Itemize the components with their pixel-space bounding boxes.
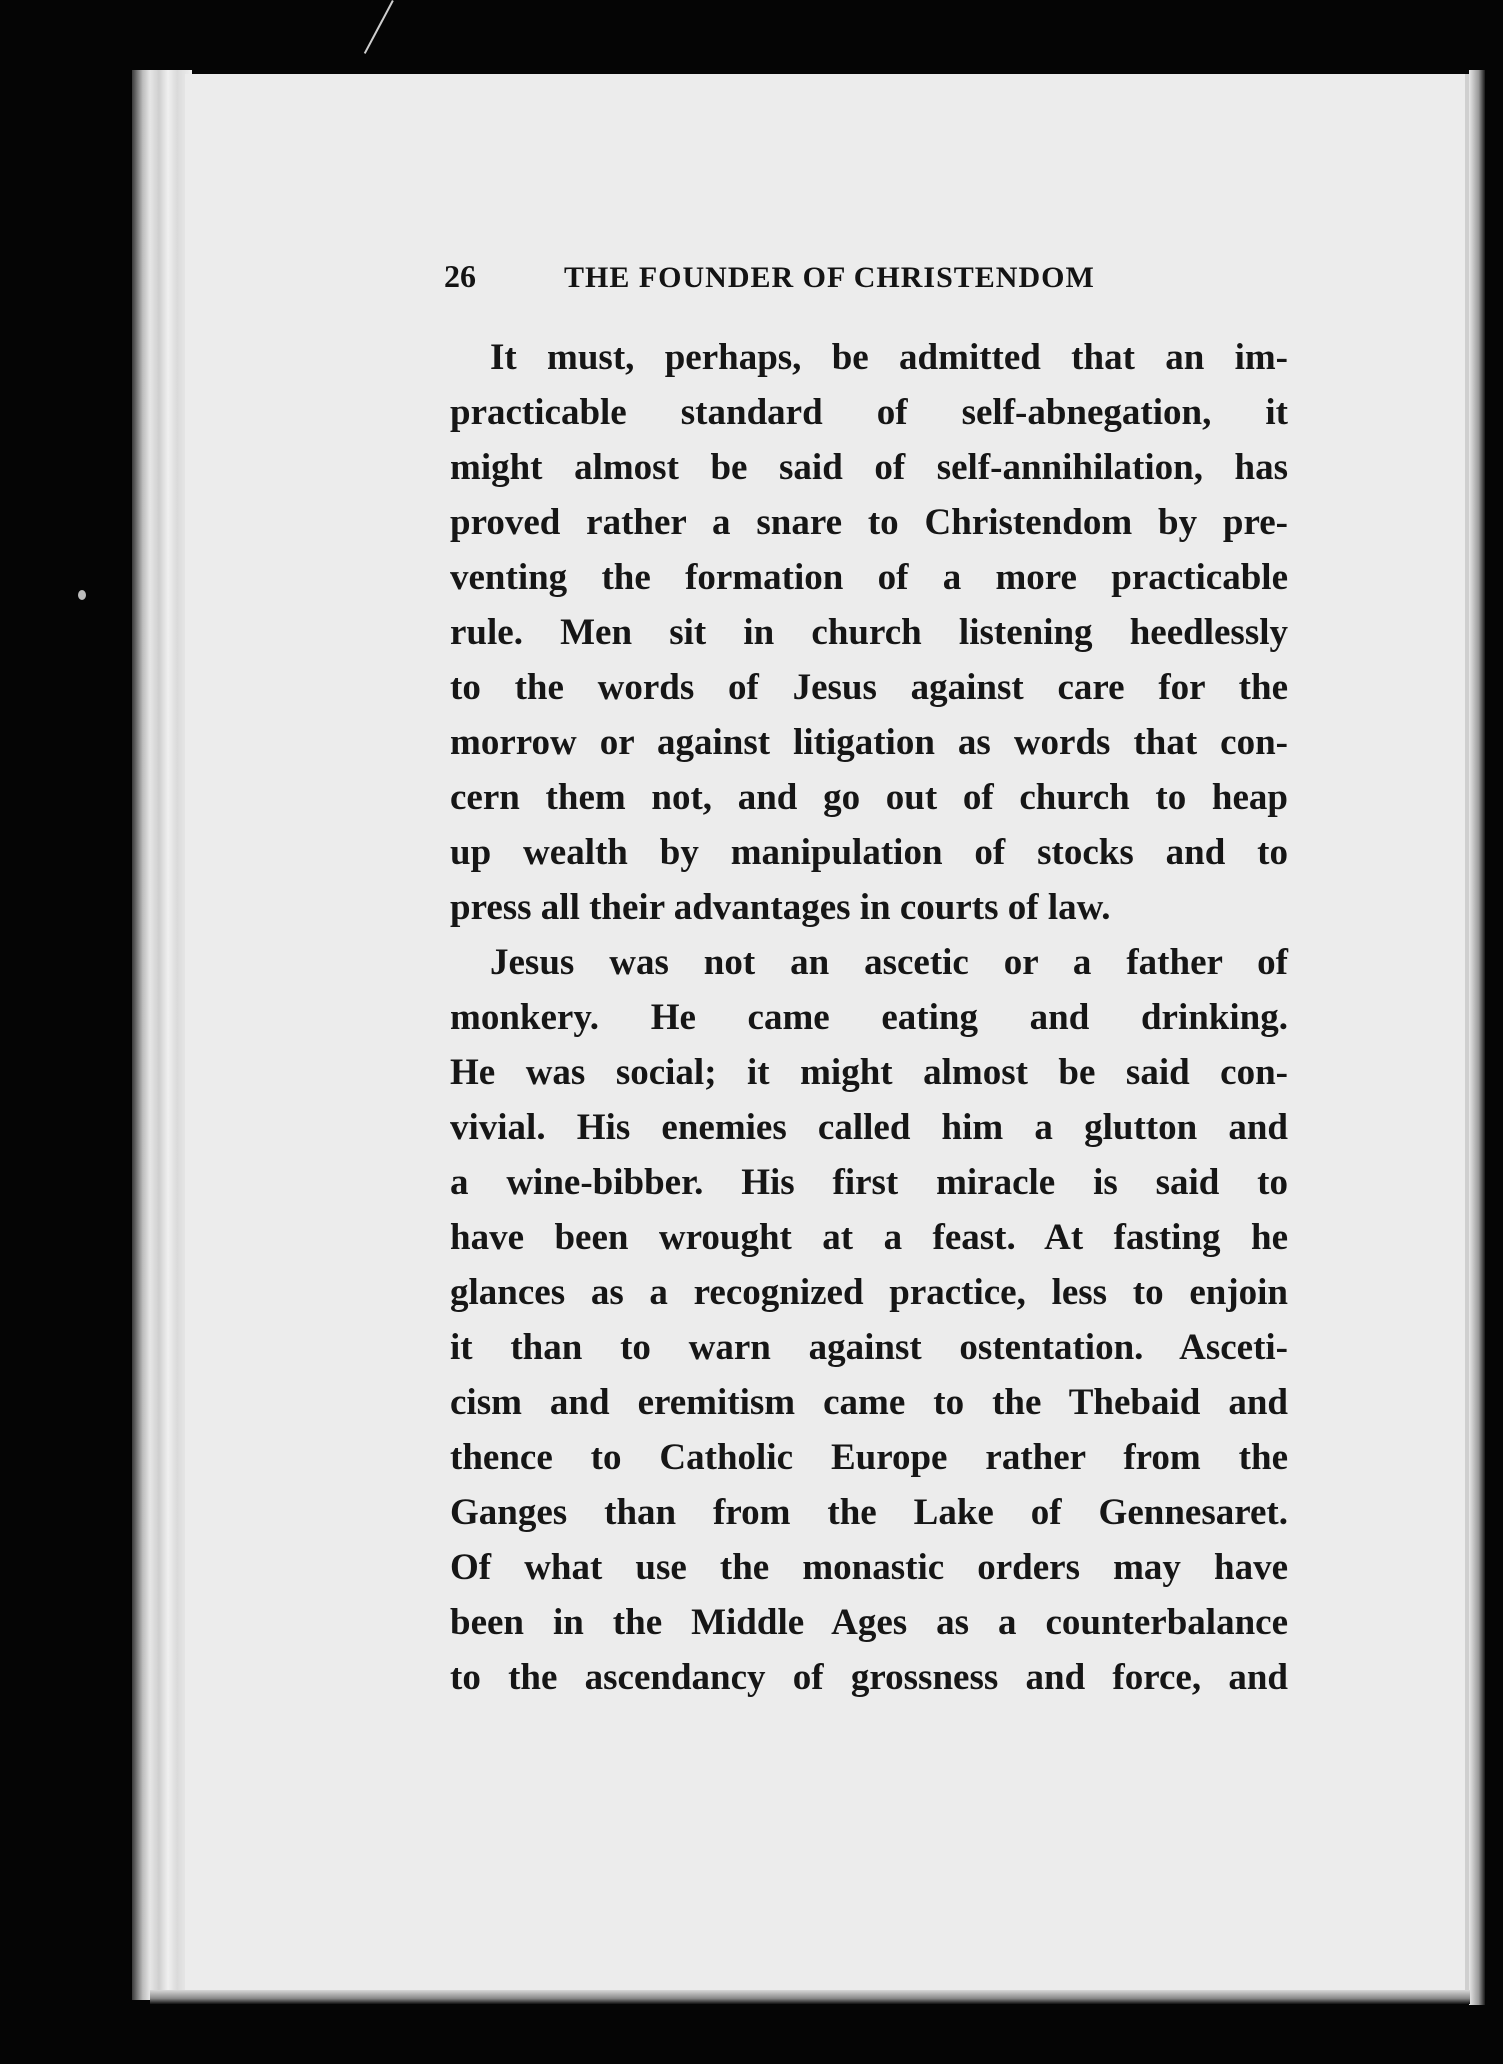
page-left-edge — [132, 70, 192, 2000]
page-number: 26 — [444, 258, 476, 294]
text-line: rule. Men sit in church listening heedlessly — [450, 612, 1288, 653]
body-text — [450, 330, 1288, 1705]
text-line: cism and eremitism came to the Thebaid and — [450, 1382, 1288, 1423]
text-line: vivial. His enemies called him a glutton and — [450, 1107, 1288, 1148]
text-line: to the words of Jesus against care for the — [450, 667, 1288, 708]
text-line: Of what use the monastic orders may have — [450, 1547, 1288, 1588]
text-line: He was social; it might almost be said con- — [450, 1052, 1288, 1093]
text-line: a wine-bibber. His first miracle is said to — [450, 1162, 1288, 1203]
margin-dot — [78, 590, 86, 600]
text-line: proved rather a snare to Christendom by pre- — [450, 502, 1288, 543]
page-right-edge — [1469, 70, 1485, 2005]
text-line: press all their advantages in courts of law. — [450, 887, 1111, 928]
text-line: might almost be said of self-annihilation, has — [450, 447, 1288, 488]
text-line: venting the formation of a more practicable — [450, 557, 1288, 598]
text-line: it than to warn against ostentation. Asceti- — [450, 1327, 1288, 1368]
text-line: thence to Catholic Europe rather from the — [450, 1437, 1288, 1478]
running-title: THE FOUNDER OF CHRISTENDOM — [564, 261, 1095, 294]
text-line: cern them not, and go out of church to heap — [450, 777, 1288, 818]
text-line: morrow or against litigation as words that con- — [450, 722, 1288, 763]
text-line: Jesus was not an ascetic or a father of — [490, 942, 1288, 983]
text-line: to the ascendancy of grossness and force, and — [450, 1657, 1288, 1698]
paragraph-1 — [450, 330, 1288, 935]
paragraph-2 — [450, 935, 1288, 1705]
text-line: It must, perhaps, be admitted that an im- — [490, 337, 1288, 378]
scan-mark — [364, 0, 394, 54]
text-line: practicable standard of self-abnegation, it — [450, 392, 1288, 433]
text-line: have been wrought at a feast. At fasting he — [450, 1217, 1288, 1258]
text-line: been in the Middle Ages as a counterbalance — [450, 1602, 1288, 1643]
text-line: glances as a recognized practice, less to enjoin — [450, 1272, 1288, 1313]
page-bottom-edge — [150, 1990, 1470, 2004]
text-line: Ganges than from the Lake of Gennesaret. — [450, 1492, 1288, 1533]
text-line: up wealth by manipulation of stocks and to — [450, 832, 1288, 873]
running-head — [444, 258, 1284, 295]
text-line: monkery. He came eating and drinking. — [450, 997, 1288, 1038]
